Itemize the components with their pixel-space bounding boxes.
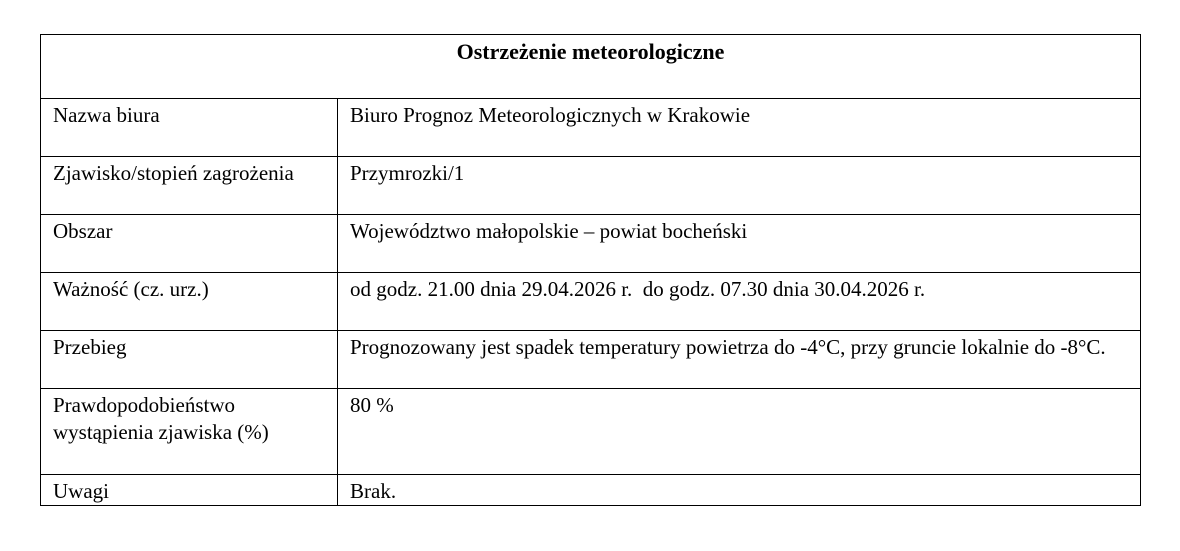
row-value-phenomenon: Przymrozki/1 — [338, 157, 1141, 215]
row-value-course: Prognozowany jest spadek temperatury powietrza do -4°C, przy gruncie lokalnie do -8°C. — [338, 331, 1141, 389]
title-row — [41, 35, 1141, 99]
row-value-probability: 80 % — [338, 389, 1141, 475]
row-label-area: Obszar — [41, 215, 338, 273]
row-label-validity: Ważność (cz. urz.) — [41, 273, 338, 331]
row-label-office: Nazwa biura — [41, 99, 338, 157]
table-row-notes — [41, 475, 1141, 506]
table-row-validity — [41, 273, 1141, 331]
table-row-probability — [41, 389, 1141, 475]
row-value-notes: Brak. — [338, 475, 1141, 506]
row-label-probability: Prawdopodobieństwo wystąpienia zjawiska (%) — [41, 389, 338, 475]
row-label-notes: Uwagi — [41, 475, 338, 506]
table-row-phenomenon — [41, 157, 1141, 215]
document-title: Ostrzeżenie meteorologiczne — [41, 35, 1141, 99]
warning-table — [40, 34, 1141, 506]
table-row-office — [41, 99, 1141, 157]
row-value-validity: od godz. 21.00 dnia 29.04.2026 r. do godz. 07.30 dnia 30.04.2026 r. — [338, 273, 1141, 331]
row-label-phenomenon: Zjawisko/stopień zagrożenia — [41, 157, 338, 215]
table-row-course — [41, 331, 1141, 389]
row-value-office: Biuro Prognoz Meteorologicznych w Krakowie — [338, 99, 1141, 157]
row-label-course: Przebieg — [41, 331, 338, 389]
row-value-area: Województwo małopolskie – powiat bocheński — [338, 215, 1141, 273]
table-row-area — [41, 215, 1141, 273]
